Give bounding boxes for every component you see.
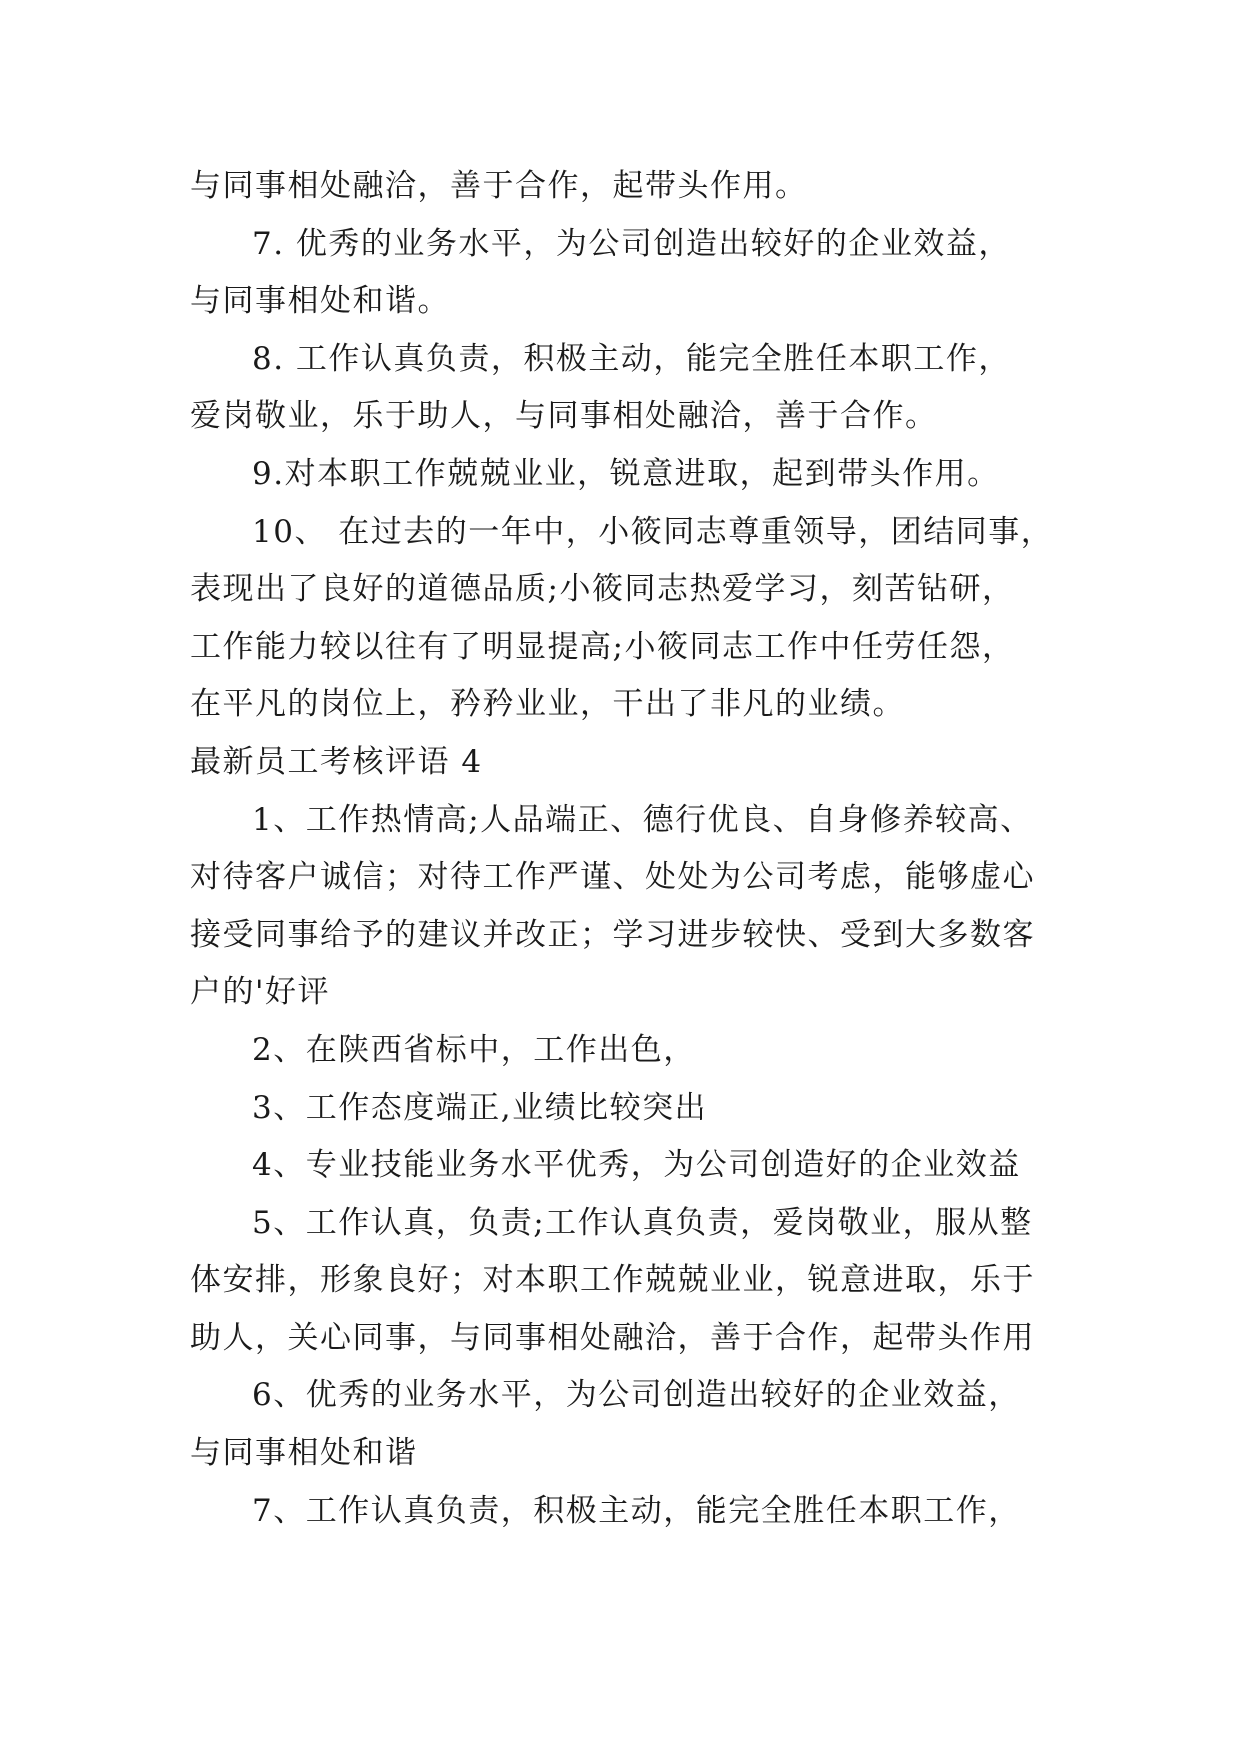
list-item-2: 2、在陕西省标中，工作出色， [252, 1031, 696, 1068]
list-item-4: 4、专业技能业务水平优秀，为公司创造好的企业效益 [252, 1147, 1021, 1184]
section-heading: 最新员工考核评语 4 [190, 743, 483, 780]
document-body [190, 158, 1070, 1540]
list-item-7: 7. 优秀的业务水平，为公司创造出较好的企业效益， [252, 225, 1011, 262]
list-item-1: 1、工作热情高;人品端正、德行优良、自身修养较高、 [252, 801, 1033, 838]
text-line: 与同事相处和谐 [190, 1435, 418, 1472]
text-line: 与同事相处和谐。 [190, 283, 450, 320]
list-item-8: 8. 工作认真负责，积极主动，能完全胜任本职工作， [252, 340, 1011, 377]
list-item-10: 10、 在过去的一年中，小筱同志尊重领导，团结同事， [252, 513, 1054, 550]
text-line: 与同事相处融洽，善于合作，起带头作用。 [190, 168, 808, 204]
text-line: 工作能力较以往有了明显提高;小筱同志工作中任劳任怨， [190, 628, 1015, 665]
list-item-3: 3、工作态度端正,业绩比较突出 [252, 1089, 708, 1126]
text-line: 户的'好评 [190, 974, 331, 1011]
list-item-7b: 7、工作认真负责，积极主动，能完全胜任本职工作， [252, 1492, 1021, 1529]
text-line: 爱岗敬业，乐于助人，与同事相处融洽，善于合作。 [190, 398, 938, 435]
text-line: 接受同事给予的建议并改正；学习进步较快、受到大多数客 [190, 916, 1035, 953]
text-line: 在平凡的岗位上，矜矜业业，干出了非凡的业绩。 [190, 686, 905, 723]
text-line: 助人，关心同事，与同事相处融洽，善于合作，起带头作用 [190, 1319, 1035, 1356]
text-line: 对待客户诚信；对待工作严谨、处处为公司考虑，能够虚心 [190, 859, 1035, 896]
list-item-6: 6、优秀的业务水平，为公司创造出较好的企业效益， [252, 1377, 1021, 1414]
text-line: 体安排，形象良好；对本职工作兢兢业业，锐意进取，乐于 [190, 1262, 1035, 1299]
text-line: 表现出了良好的道德品质;小筱同志热爱学习，刻苦钻研， [190, 571, 1015, 608]
list-item-5: 5、工作认真，负责;工作认真负责，爱岗敬业，服从整 [252, 1204, 1033, 1241]
list-item-9: 9.对本职工作兢兢业业，锐意进取，起到带头作用。 [252, 455, 1000, 492]
